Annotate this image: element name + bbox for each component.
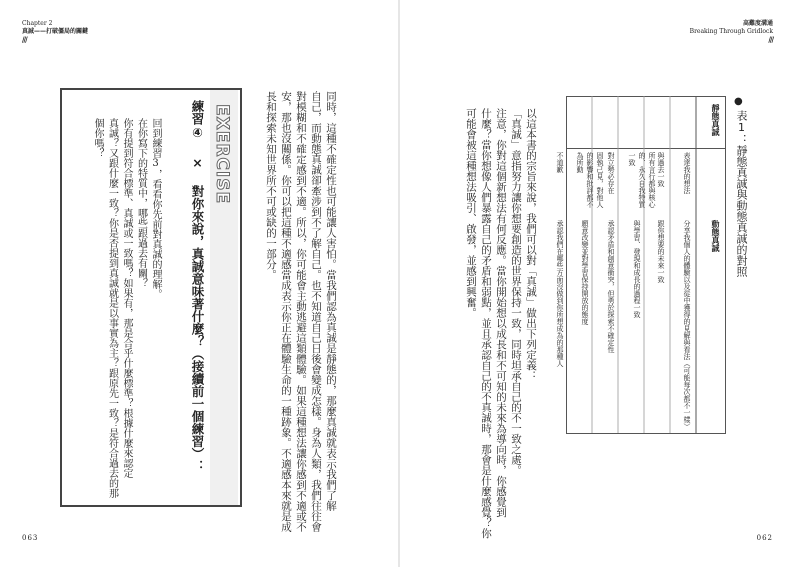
table-title: 表1：靜態真誠與動態真誠的對照 [735,110,748,277]
table-cell-dynamic: 承認矛盾和創意衝突，但勇於探索不確定性 [607,220,615,353]
table-cell-dynamic: 與學習、發現和成長的過程一致 [633,220,641,318]
exercise-label: EXERCISE [212,104,232,205]
right-page-number: 062 [756,534,773,542]
exercise-paragraph: 回到練習3，看看你先前對真誠的理解。 [150,118,161,299]
table-cell-dynamic: 跟你想要的未來一致 [657,220,665,283]
body-line: 自己，而動態真誠卻牽涉到不了解自己。也不知道自己日後會變成怎樣。身為人類，我們往往會 [310,91,322,532]
body-line: 安，那也沒關係。你可以把這種不適感當成表示你正在體驗生命的一種跡象。不適感本來就是成 [280,91,292,532]
body-line: 注意，你對這個新想法有何反應。當你開始想以成長和不可知的未來為導向時，你感覺到 [495,108,507,518]
body-line: 同時，這種不確定性也可能讓人害怕。當我們認為真誠是靜態的，那麼真誠就表示我們了解 [325,91,337,511]
book-title-cn: 高難度溝通 [742,20,773,27]
table-cell-static: 表達我的想法 [683,152,691,194]
body-line: 長和探索未知世界所不可或缺的一部分。 [265,91,277,280]
exercise-body [84,118,162,498]
table-header-static: 靜態真誠 [711,104,720,136]
page-spine [398,0,400,567]
table-cell-dynamic: 承認我們在哪些方面沒做到你所想成為的那種人 [556,220,564,367]
table-cell-static: 固執己見，對他人的影響和批評都不為所動 [576,152,604,208]
exercise-paragraph: 真誠？又跟什麼一致？你是否提到真誠就是以事實為主？跟原先一致？是符合過去的那 [106,118,118,498]
book-title-en: Breaking Through Gridlock [689,28,773,35]
table-cell-static: 對立勢必存在 [607,152,615,194]
header-slash-mark: /// [768,35,773,44]
bullet-icon: ● [734,96,743,107]
body-line: 對模糊和不確定感到不適。所以，你可能會主動逃避這類體驗。如果這種想法讓你感到不適或不 [295,91,307,532]
exercise-paragraph: 你有提到符合標準、真誠或一致嗎？如果有，那是合乎什麼標準？根據什麼來認定 [121,118,132,478]
table-cell-dynamic: 分享我個人的體驗以及從中獲得的見解與看法（可能每次都不一樣） [683,220,691,430]
body-line: 什麼？當你想像人們暴露自己的矛盾和弱點，並且承認自己的不真誠時，那會是什麼感覺？你 [480,108,492,539]
left-running-header [22,20,88,44]
table-cell-dynamic: 願意改變並對學習保持開放的態度 [581,220,589,325]
table-header-dynamic: 動態真誠 [711,220,720,252]
table-cell-static: 與過去一致 [657,152,665,187]
chapter-label: Chapter 2 [22,20,53,27]
table-cell-static: 所有言行都與核心的、永久自我特質一致 [628,152,656,208]
right-running-header [690,20,773,44]
chapter-title: 真誠——打破僵局的關鍵 [22,28,89,35]
header-slash-mark: /// [22,35,27,44]
body-line: 「真誠」意指努力讓你想要創造的世界保持一致，同時坦承自己的不一致之處。 [510,108,522,476]
table-cell-static: 不道歉 [556,152,564,173]
left-body-text [258,91,338,532]
exercise-title: 練習④ × 對你來說，真誠意味著什麼？（接續前一個練習）： [190,100,205,473]
left-page-number: 063 [22,534,39,542]
body-line: 可能會被這種想法吸引、啟發，並感到興奮。 [465,108,477,318]
exercise-paragraph: 在你寫下的特質中，哪些跟過去有關？ [135,118,147,288]
body-line: 以這本書的宗旨來說，我們可以對「真誠」做出下列定義： [525,108,537,381]
exercise-paragraph: 個你嗎？ [92,118,103,158]
right-body-text [458,108,538,539]
